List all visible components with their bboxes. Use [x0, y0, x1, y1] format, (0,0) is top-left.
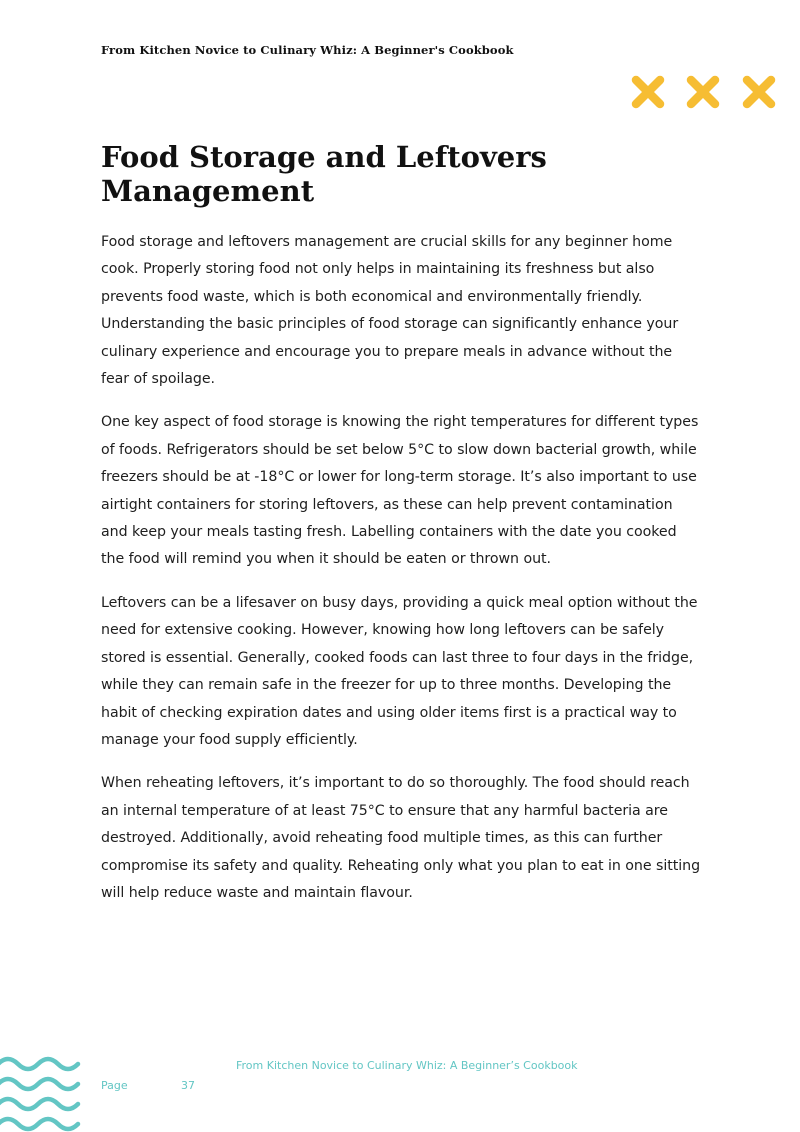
corner-marks	[630, 74, 780, 110]
page-number: 37	[181, 1079, 195, 1092]
wave-decoration	[0, 1050, 85, 1132]
article-body	[101, 229, 701, 923]
wave-icon	[0, 1050, 85, 1132]
cross-icon	[747, 80, 771, 104]
cross-icon	[691, 80, 715, 104]
page-title: Food Storage and Leftovers Management	[101, 140, 547, 208]
paragraph: Leftovers can be a lifesaver on busy days, providing a quick meal option without the need for extensive cooking. However, knowing how long leftovers can be safely stored is essential. Generally, cooked foods can last three to four days in the fridge, while they can remain safe in the freezer for up to three months. Developing the habit of checking expiration dates and using older items first is a practical way to manage your food supply efficiently.	[101, 594, 698, 748]
footer-book-title: From Kitchen Novice to Culinary Whiz: A Beginner’s Cookbook	[236, 1059, 578, 1072]
paragraph: When reheating leftovers, it’s important to do so thoroughly. The food should reach an internal temperature of at least 75°C to ensure that any harmful bacteria are destroyed. Additionally, avoid reheating food multiple times, as this can further compromise its safety and quality. Reheating only what you plan to eat in one sitting will help reduce waste and maintain flavour.	[101, 775, 701, 901]
cross-icon	[636, 80, 660, 104]
running-header: From Kitchen Novice to Culinary Whiz: A Beginner's Cookbook	[101, 43, 514, 57]
cross-icon-group	[630, 74, 780, 110]
paragraph: Food storage and leftovers management are crucial skills for any beginner home cook. Properly storing food not only helps in maintaining its freshness but also prevents food waste, which is both economical and environmentally friendly. Understanding the basic principles of food storage can significantly enhance your culinary experience and encourage you to prepare meals in advance without the fear of spoilage.	[101, 234, 679, 388]
page-label: Page	[101, 1079, 128, 1092]
paragraph: One key aspect of food storage is knowing the right temperatures for different types of foods. Refrigerators should be set below 5°C to slow down bacterial growth, while freezers should be at -18°C or lower for long-term storage. It’s also important to use airtight containers for storing leftovers, as these can help prevent contamination and keep your meals tasting fresh. Labelling containers with the date you cooked the food will remind you when it should be eaten or thrown out.	[101, 414, 699, 568]
